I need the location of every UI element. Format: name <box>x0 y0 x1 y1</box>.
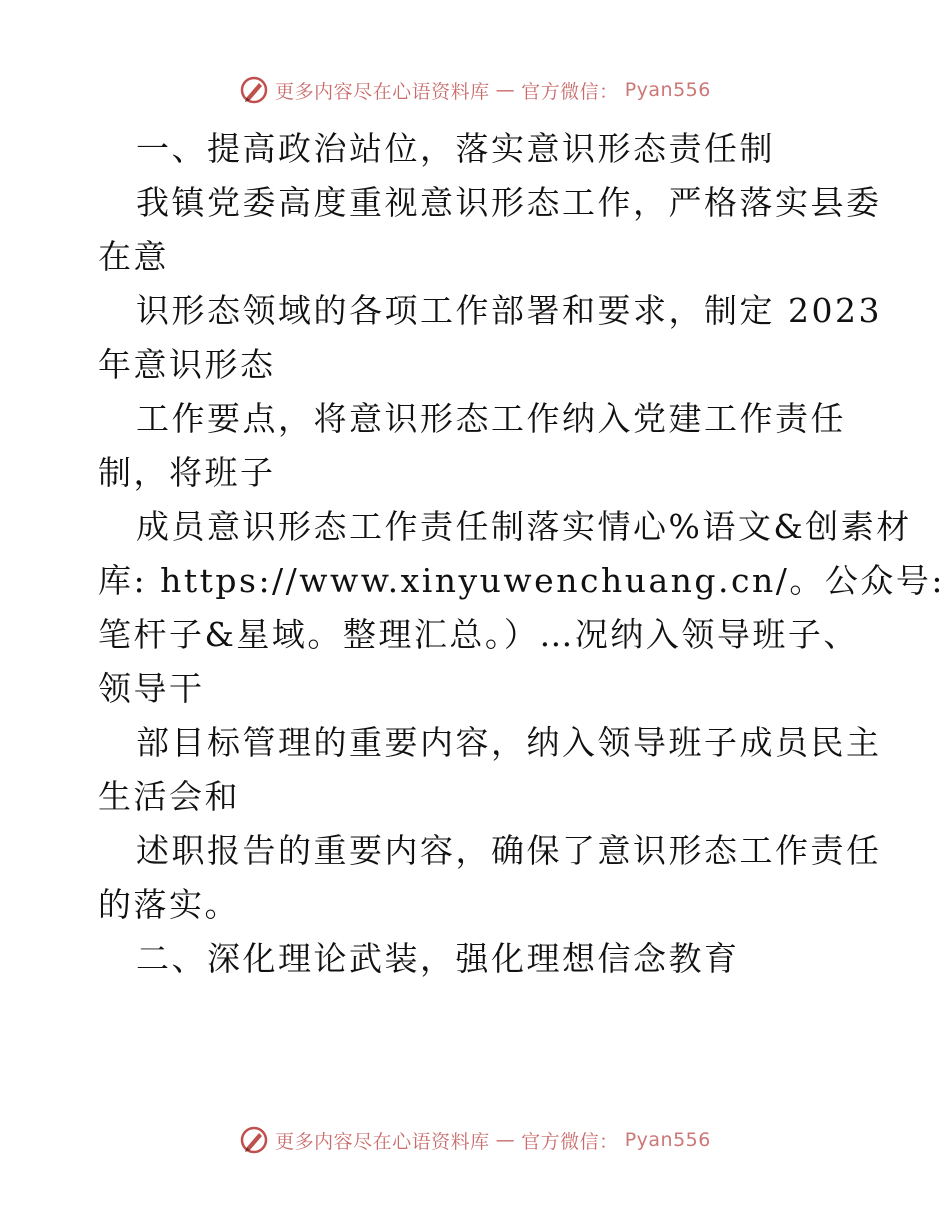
paragraph-line: 工作要点，将意识形态工作纳入党建工作责任 <box>136 399 846 438</box>
paragraph-line: 年意识形态 <box>98 345 276 384</box>
paragraph-line: 的落实。 <box>98 885 240 924</box>
paragraph-line: 生活会和 <box>98 777 240 816</box>
paragraph-line: 识形态领域的各项工作部署和要求，制定 2023 <box>136 291 882 330</box>
paragraph-line: 笔杆子&星域。整理汇总。）…况纳入领导班子、 <box>98 615 859 654</box>
paragraph-line: 述职报告的重要内容，确保了意识形态工作责任 <box>136 831 882 870</box>
pen-logo-icon <box>239 1125 269 1155</box>
watermark-id: Pyan556 <box>624 1129 711 1151</box>
section-heading-2: 二、深化理论武装，强化理想信念教育 <box>136 939 740 978</box>
watermark-label: 官方微信： <box>521 1130 619 1153</box>
paragraph-line: 在意 <box>98 237 169 276</box>
header-watermark <box>0 70 950 110</box>
watermark-text: 更多内容尽在心语资料库 <box>275 80 490 103</box>
paragraph-line: 我镇党委高度重视意识形态工作，严格落实县委 <box>136 183 882 222</box>
paragraph-line: 成员意识形态工作责任制落实情心%语文&创素材 <box>136 507 912 546</box>
document-body <box>98 122 945 986</box>
watermark-separator: — <box>495 79 516 101</box>
watermark-id: Pyan556 <box>624 79 711 101</box>
section-heading-1: 一、提高政治站位，落实意识形态责任制 <box>136 129 775 168</box>
watermark-separator: — <box>495 1129 516 1151</box>
paragraph-line: 领导干 <box>98 669 205 708</box>
paragraph-line: 制，将班子 <box>98 453 276 492</box>
watermark-label: 官方微信： <box>521 80 619 103</box>
pen-logo-icon <box>239 75 269 105</box>
paragraph-line: 库: https://www.xinyuwenchuang.cn/。公众号: <box>98 561 945 600</box>
watermark-text: 更多内容尽在心语资料库 <box>275 1130 490 1153</box>
footer-watermark <box>0 1120 950 1160</box>
paragraph-line: 部目标管理的重要内容，纳入领导班子成员民主 <box>136 723 882 762</box>
